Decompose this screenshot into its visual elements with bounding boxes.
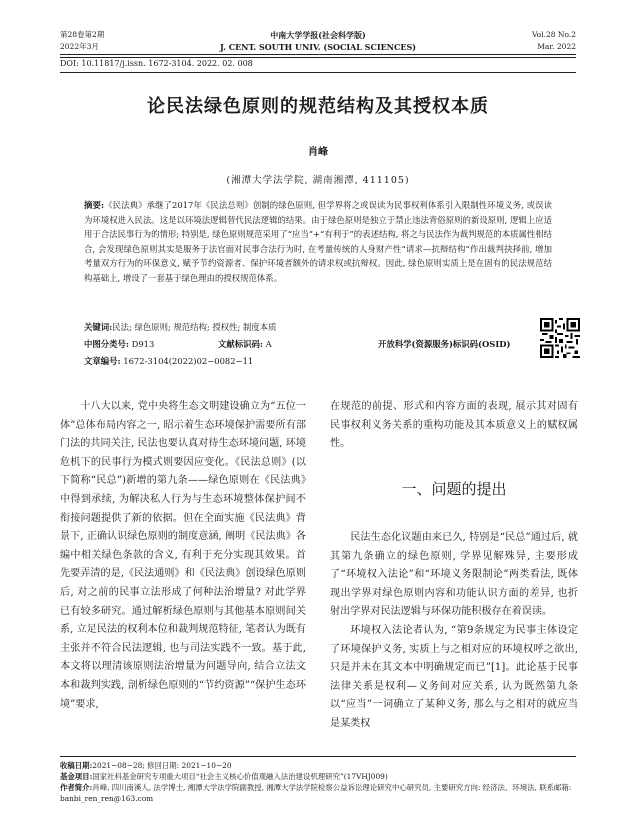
doi: DOI: 10.11817/j.issn. 1672-3104. 2022. 02. 008 bbox=[60, 59, 253, 68]
osid-qr-code[interactable] bbox=[540, 318, 580, 358]
date-en: Mar. 2022 bbox=[537, 42, 576, 51]
keywords-label: 关键词: bbox=[84, 322, 113, 332]
volume-issue-en: Vol.28 No.2 bbox=[531, 30, 576, 39]
author-bio-label: 作者简介: bbox=[60, 783, 93, 792]
author-affiliation: (湘潭大学法学院, 湖南湘潭, 411105) bbox=[226, 175, 410, 186]
fund-value: 国家社科基金研究专项重大项目“社会主义核心价值观融入法治建设机理研究”(17VHJ009) bbox=[92, 772, 388, 781]
clc-number bbox=[84, 338, 154, 351]
body-right-top bbox=[330, 398, 578, 454]
volume-issue-cn: 第28卷第2期 bbox=[60, 30, 105, 39]
journal-title-cn: 中南大学学报(社会科学版) bbox=[270, 30, 366, 40]
body-paragraph: 十八大以来, 党中央将生态文明建设确立为“五位一体”总体布局内容之一, 昭示着生态环境保护需要所有部门法的共同关注, 民法也要认真对待生态环境问题, 环境危机下的民事行为模式则要因应变化。《民法总则》(以下简称“民总”)新增的第九条——绿色原则在《民法典》中得到承续, 为解决私人行为与生态环境整体保护间不衔接问题提供了新的依据。但在全面实施《民法典》背景下, 正确认识绿色原则的制度意涵, 阐明《民法典》各编中相关绿色条款的含义, 有利于充分实现其效果。首先要弄清的是,《民法通则》和《民法典》创设绿色原则后, 对之前的民事立法形成了何种法治增量? 对此学界已有较多研究。通过解析绿色原则与其他基本原则间关系, 立足民法的权利本位和裁判规范特征, 笔者认为既有主张并不符合民法逻辑, 也与司法实践不一致。基于此, 本文将以理清该原则法治增量为问题导向, 结合立法文本和裁判实践, 剖析绿色原则的“节约资源”“保护生态环境”要求, bbox=[60, 401, 306, 710]
footnote-fund bbox=[60, 771, 576, 782]
keywords bbox=[84, 321, 277, 334]
article-number-value: 1672-3104(2022)02−0082−11 bbox=[123, 356, 254, 366]
document-code bbox=[218, 338, 272, 351]
article-author: 肖峰 bbox=[308, 147, 328, 158]
body-paragraph: 民法生态化议题由来已久, 特别是“民总”通过后, 就其第九条确立的绿色原则, 学界见解殊异, 主要形成了“环境权入法论”和“环境义务限制论”两类看法, 既体现出学界对绿色原则内容和功能认识方面的差异, 也折射出学界对民法逻辑与环保功能积极存在着误读。 bbox=[330, 532, 578, 618]
abstract-label: 摘要: bbox=[84, 200, 105, 210]
fund-label: 基金项目: bbox=[60, 772, 93, 781]
clc-label: 中图分类号: bbox=[84, 339, 129, 349]
abstract-text: 《民法典》承继了2017年《民法总则》创制的绿色原则, 但学界将之或误读为民事权利体系引入限制性环境义务, 或误读为环境权进入民法。这是以环境法逻辑替代民法逻辑的结果。由于绿色原则是独立于禁止违法背俗原则的新设原则, 逻辑上应适用于合法民事行为的情形; 特别是, 绿色原则规范采用了“应当”+“有利于”的表述结构, 将之与民法作为裁判规范的本质属性相结合, 会发现绿色原则其实是服务于法官面对民事合法行为时, 在考量传统的人身财产性“请求—抗辩结构”作出裁判抉择前, 增加考量双方行为的环保意义, 赋予节约资源者、保护环境者额外的请求权或抗辩权。因此, 绿色原则实质上是在固有的民法规范结构基础上, 增设了一套基于绿色理由的授权规范体系。 bbox=[84, 200, 552, 283]
header-rule-bottom bbox=[60, 57, 576, 58]
section-heading: 一、问题的提出 bbox=[401, 480, 507, 498]
body-paragraph: 环境权入法论者认为, “第9条规定为民事主体设定了环境保护义务, 实质上与之相对应的环境权呼之欲出, 只是并未在其文本中明确规定而已”[1]。此论基于民事法律关系是权利—义务间对应关系, 认为既然第九条以“应当”一词确立了某种义务, 那么与之相对的就应当是某类权 bbox=[330, 624, 578, 729]
footnote-received bbox=[60, 760, 576, 771]
body-left-column bbox=[60, 398, 306, 714]
keywords-text: 民法; 绿色原则; 规范结构; 授权性; 制度本质 bbox=[112, 322, 277, 332]
author-bio-value: 肖峰, 四川南溪人, 法学博士, 湘潭大学法学院副教授, 湘潭大学法学院检察公益诉讼理论研究中心研究员, 主要研究方向: 经济法、环境法, 联系邮箱: banbi_ren_ren@163.com bbox=[60, 783, 572, 803]
body-right-column bbox=[330, 529, 578, 734]
osid-label: 开放科学(资源服务)标识码(OSID) bbox=[378, 339, 511, 349]
clc-value: D913 bbox=[131, 339, 155, 349]
article-number-label: 文章编号: bbox=[84, 356, 121, 366]
body-paragraph-continued: 在规范的前提、形式和内容方面的表现, 展示其对固有民事权利义务关系的重构功能及其本质意义上的赋权属性。 bbox=[330, 401, 578, 450]
received-label: 收稿日期: bbox=[60, 761, 93, 770]
footnote-rule bbox=[60, 756, 576, 757]
date-cn: 2022年3月 bbox=[60, 42, 99, 51]
doi-rule bbox=[60, 72, 576, 73]
article-number bbox=[84, 355, 253, 368]
article-title: 论民法绿色原则的规范结构及其授权本质 bbox=[147, 96, 489, 117]
header-rule-top bbox=[60, 54, 576, 55]
doc-code-value: A bbox=[265, 339, 272, 349]
doc-code-label: 文献标识码: bbox=[218, 339, 263, 349]
received-value: 2021−08−28; 修回日期: 2021−10−20 bbox=[92, 761, 232, 770]
abstract bbox=[84, 198, 552, 286]
journal-title-en: J. CENT. SOUTH UNIV. (SOCIAL SCIENCES) bbox=[219, 42, 416, 52]
footnote-author bbox=[60, 782, 576, 804]
